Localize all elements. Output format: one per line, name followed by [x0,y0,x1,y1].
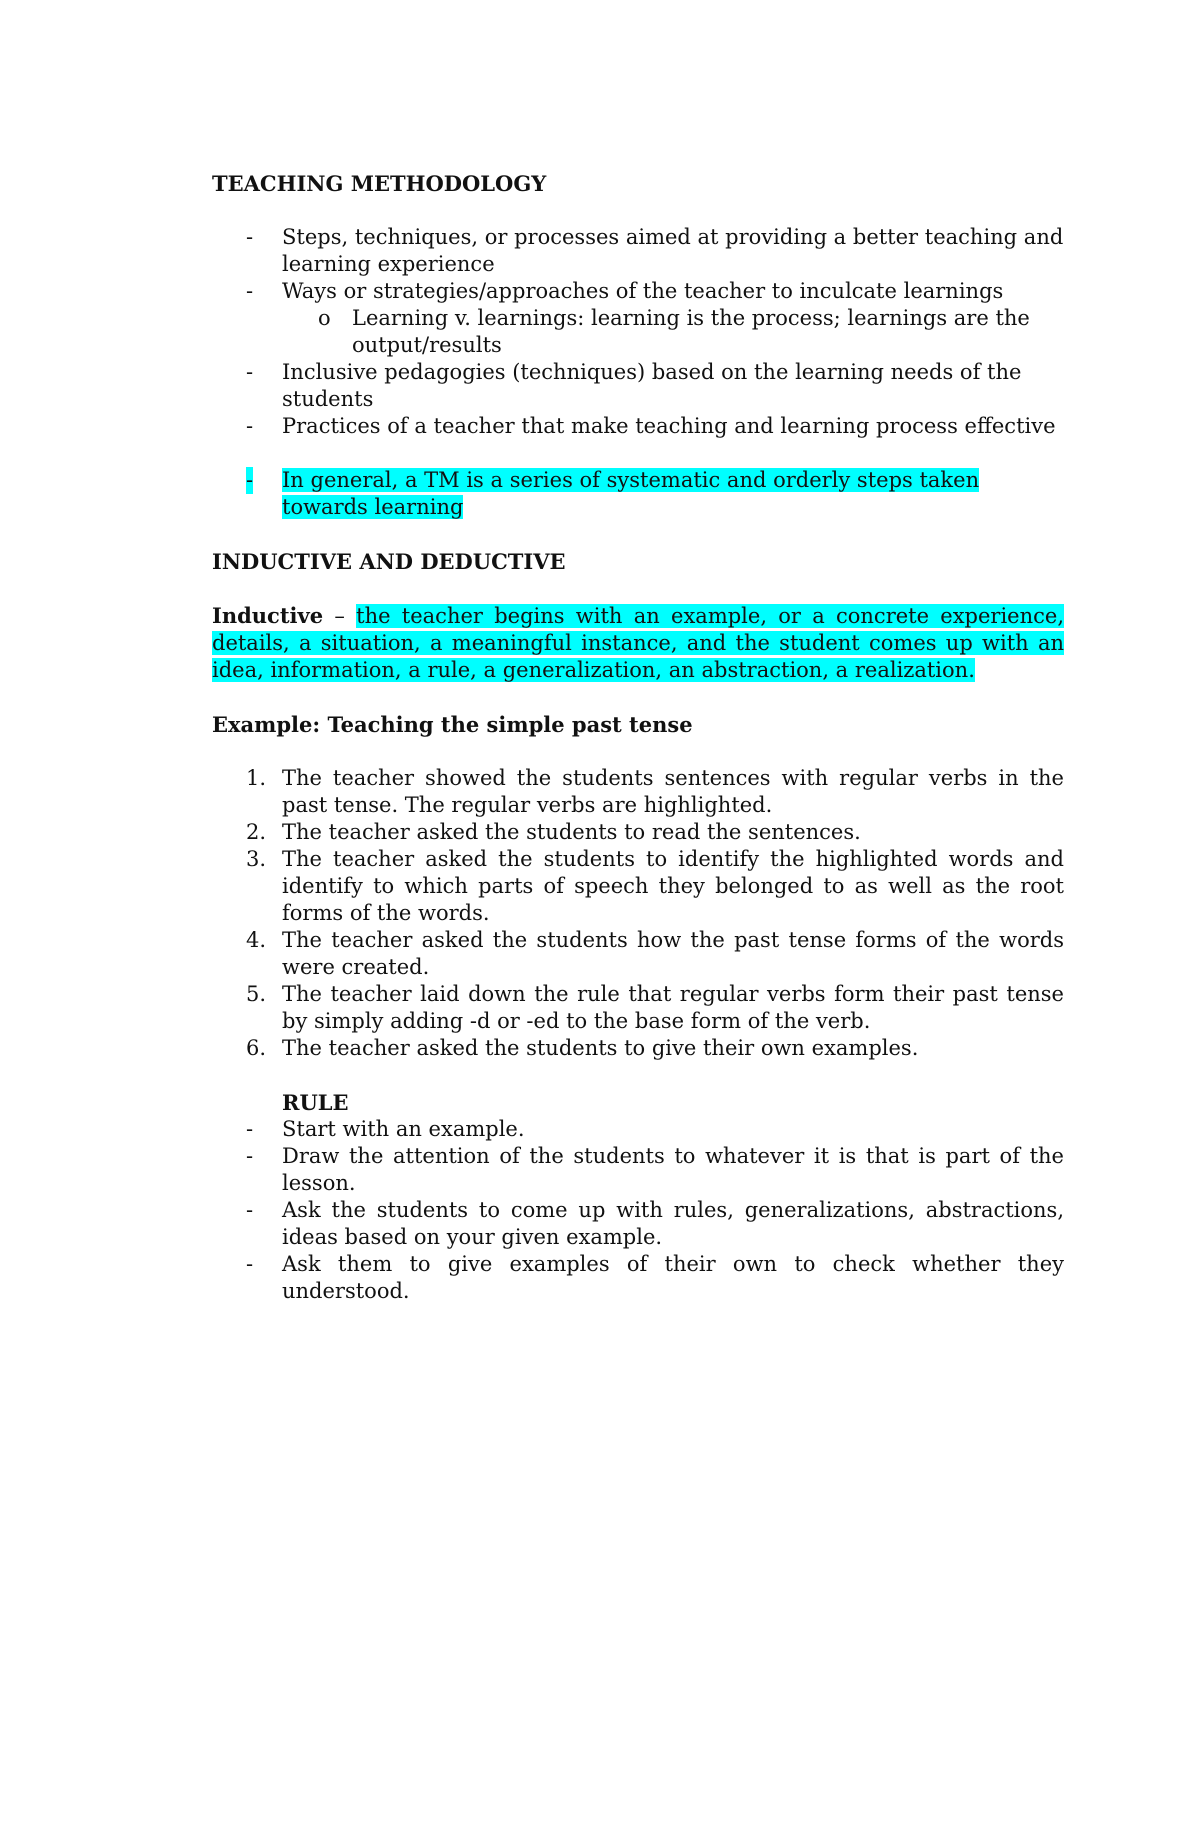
inductive-term: Inductive [212,603,324,628]
spacer [212,440,1064,467]
step-text: The teacher showed the students sentences with regular verbs in the past tense. The regular verbs are highlighted. [282,766,1064,817]
step-number: 4. [246,928,267,952]
step-number: 5. [246,982,267,1006]
step-text: The teacher laid down the rule that regular verbs form their past tense by simply adding -d or -ed to the base form of the verb. [282,982,1064,1033]
highlighted-list-item-text: In general, a TM is a series of systematic and orderly steps taken towards learning [282,468,980,519]
step-text: The teacher asked the students how the past tense forms of the words were created. [282,928,1064,979]
highlighted-bullet-list [212,467,1064,521]
list-item [212,1251,1064,1305]
dash-marker: - [246,360,254,384]
dash-marker: - [246,1144,254,1168]
numbered-list-item [212,927,1064,981]
spacer [212,684,1064,711]
list-item-text: Practices of a teacher that make teaching and learning process effective [282,414,1056,438]
dash-marker: - [246,279,254,303]
numbered-list-item [212,981,1064,1035]
highlighted-list-item [212,467,1064,521]
circle-bullet-marker: o [318,306,331,330]
methodology-bullet-list [212,224,1064,440]
rule-text: Ask them to give examples of their own to check whether they understood. [282,1252,1064,1303]
rule-text: Draw the attention of the students to whatever it is that is part of the lesson. [282,1144,1064,1195]
list-item [212,1143,1064,1197]
step-number: 2. [246,820,267,844]
numbered-list-item [212,846,1064,927]
list-item [212,1116,1064,1143]
section-title-teaching-methodology: TEACHING METHODOLOGY [212,171,547,196]
list-item [212,224,1064,278]
rule-list [212,1116,1064,1305]
numbered-list-item [212,1035,1064,1062]
list-item-text: Ways or strategies/approaches of the teacher to inculcate learnings [282,279,1004,303]
dash-marker: - [246,1198,254,1222]
step-number: 6. [246,1036,267,1060]
section-title-inductive-deductive: INDUCTIVE AND DEDUCTIVE [212,549,566,574]
numbered-list-item [212,765,1064,819]
sub-list-item [212,305,1064,359]
rule-title: RULE [282,1090,349,1115]
spacer [212,738,1064,765]
list-item-text: Inclusive pedagogies (techniques) based on the learning needs of the students [282,360,1022,411]
spacer [212,521,1064,548]
step-number: 3. [246,847,267,871]
inductive-dash: – [334,604,345,628]
step-text: The teacher asked the students to identify the highlighted words and identify to which parts of speech they belonged to as well as the root forms of the words. [282,847,1064,925]
dash-marker: - [246,225,254,249]
list-item [212,1197,1064,1251]
list-item [212,413,1064,440]
inductive-definition-paragraph [212,602,1064,684]
step-text: The teacher asked the students to give their own examples. [282,1036,919,1060]
list-item-text: Steps, techniques, or processes aimed at providing a better teaching and learning experience [282,225,1064,276]
spacer [212,1062,1064,1089]
dash-marker: - [246,1117,254,1141]
rule-text: Ask the students to come up with rules, generalizations, abstractions, ideas based on your given example. [282,1198,1064,1249]
list-item [212,278,1064,305]
dash-marker: - [246,414,254,438]
step-number: 1. [246,766,267,790]
example-title: Example: Teaching the simple past tense [212,712,693,737]
spacer [212,197,1064,224]
numbered-list-item [212,819,1064,846]
spacer [212,575,1064,602]
sub-list-item-text: Learning v. learnings: learning is the process; learnings are the output/results [352,306,1030,357]
rule-text: Start with an example. [282,1117,525,1141]
inductive-definition-text: the teacher begins with an example, or a concrete experience, details, a situation, a meaningful instance, and the student comes up with an idea, information, a rule, a generalization, an abstraction, a realization. [212,604,1065,682]
example-steps-list [212,765,1064,1062]
step-text: The teacher asked the students to read the sentences. [282,820,861,844]
list-item [212,359,1064,413]
dash-marker: - [246,468,254,492]
dash-marker: - [246,1252,254,1276]
